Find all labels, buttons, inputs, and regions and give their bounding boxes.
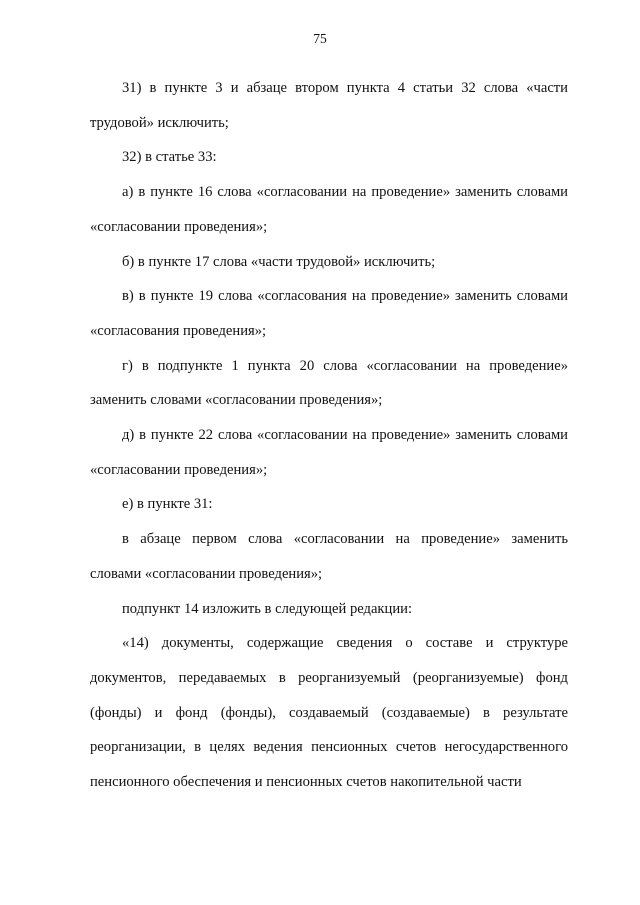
paragraph-quoted-subpoint-14: «14) документы, содержащие сведения о составе и структуре документов, передаваемых в реорганизуемый (реорганизуемые) фонд (фонды) и фонд (фонды), создаваемый (создаваемые) в результате реорганизации, в целях ведения пенсионных счетов негосударственного пенсионного обеспечения и пенсионных счетов накопительной части <box>90 635 568 791</box>
paragraph-subitem-v: в) в пункте 19 слова «согласования на проведение» заменить словами «согласования проведения»; <box>90 288 568 339</box>
paragraph-subitem-e: е) в пункте 31: <box>122 496 213 513</box>
paragraph-subitem-b: б) в пункте 17 слова «части трудовой» исключить; <box>122 253 436 270</box>
paragraph-subitem-g: г) в подпункте 1 пункта 20 слова «согласовании на проведение» заменить словами «согласовании проведения»; <box>90 357 568 409</box>
page-number: 75 <box>313 31 327 46</box>
document-body <box>90 71 568 800</box>
paragraph-subpoint-14-intro: подпункт 14 изложить в следующей редакции: <box>122 600 413 617</box>
paragraph-item-31: 31) в пункте 3 и абзаце втором пункта 4 статьи 32 слова «части трудовой» исключить; <box>90 80 568 131</box>
paragraph-item-32: 32) в статье 33: <box>122 149 217 166</box>
paragraph-first-abzac: в абзаце первом слова «согласовании на проведение» заменить словами «согласовании проведения»; <box>90 531 568 582</box>
paragraph-subitem-d: д) в пункте 22 слова «согласовании на проведение» заменить словами «согласовании проведения»; <box>90 427 568 478</box>
paragraph-subitem-a: а) в пункте 16 слова «согласовании на проведение» заменить словами «согласовании проведения»; <box>90 184 568 235</box>
